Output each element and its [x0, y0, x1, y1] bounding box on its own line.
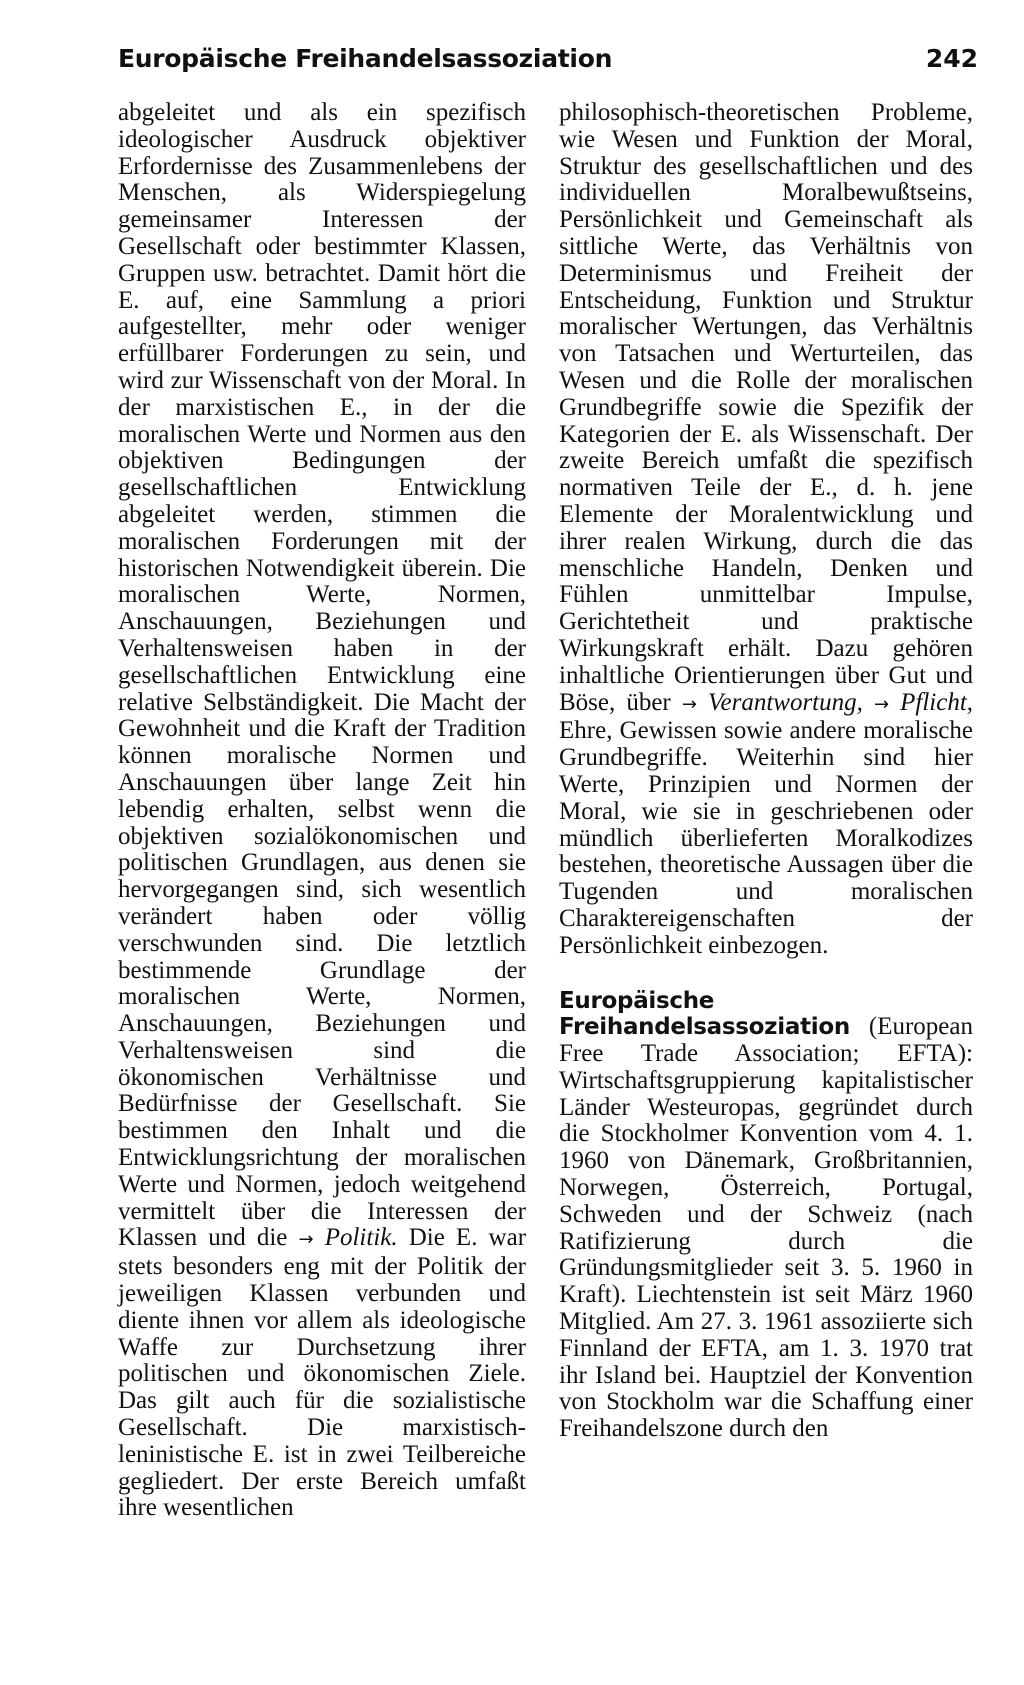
cross-reference-label: Pflicht,	[900, 688, 974, 716]
paragraph-text: abgeleitet und als ein spezifisch ideologischer Ausdruck objektiver Erfordernisse des Zusammenlebens der Menschen, als Widerspiegelung gemeinsamer Interessen der Gesellschaft oder bestimmter Klassen, Gruppen usw. betrachtet. Damit hört die E. auf, eine Sammlung a priori aufgestellter, mehr oder weniger erfüllbarer Forderungen zu sein, und wird zur Wissenschaft von der Moral. In der marxistischen E., in der die moralischen Werte und Normen aus den objektiven Bedingungen der gesellschaftlichen Entwicklung abgeleitet werden, stimmen die moralischen Forderungen mit der historischen Notwendigkeit überein. Die moralischen Werte, Normen, Anschauungen, Beziehungen und Verhaltensweisen haben in der gesellschaftlichen Entwicklung eine relative Selbständigkeit. Die Macht der Gewohnheit und die Kraft der Tradition können moralische Normen und Anschauungen über lange Zeit hin lebendig erhalten, selbst wenn die objektiven sozialökonomischen und politischen Grundlagen, aus denen sie hervorgegangen sind, sich wesentlich verändert haben oder völlig verschwunden sind. Die letztlich bestimmende Grundlage der moralischen Werte, Normen, Anschauungen, Beziehungen und Verhaltensweisen sind die ökonomischen Verhältnisse und Bedürfnisse der Gesellschaft. Sie bestimmen den Inhalt und die Entwicklungsrichtung der moralischen Werte und Normen, jedoch weitgehend vermittelt über die Interessen der Klassen und die	[118, 99, 526, 1252]
dictionary-entry	[559, 988, 973, 1444]
page-header	[118, 44, 978, 84]
entry-text: (European Free Trade Association; EFTA): Wirtschaftsgruppierung kapitalistischer Länder Westeuropas, gegründet durch die Stockholmer Konvention vom 4. 1. 1960 von Dänemark, Großbritannien, Norwegen, Österreich, Portugal, Schweden und der Schweiz (nach Ratifizierung durch die Gründungsmitglieder seit 3. 5. 1960 in Kraft). Liechtenstein ist seit März 1960 Mitglied. Am 27. 3. 1961 assoziierte sich Finnland der EFTA, am 1. 3. 1970 trat ihr Island bei. Hauptziel der Konvention von Stockholm war die Schaffung einer Freihandelszone durch den	[559, 1013, 973, 1443]
cross-reference-pflicht[interactable]	[874, 689, 973, 716]
arrow-icon: →	[298, 1229, 314, 1251]
paragraph-text: Die E. war stets besonders eng mit der Politik der jeweiligen Klassen verbunden und diente ihnen vor allem als ideologische Waffe zur Durchsetzung ihrer politischen und ökonomischen Ziele. Das gilt auch für die sozialistische Gesellschaft. Die marxistisch-leninistische E. ist in zwei Teilbereiche gegliedert. Der erste Bereich umfaßt ihre wesentlichen	[118, 1224, 527, 1522]
arrow-icon: →	[873, 693, 890, 715]
right-column	[559, 100, 973, 1443]
running-head-title: Europäische Freihandelsassoziation	[118, 44, 613, 73]
left-column	[118, 100, 526, 1522]
paragraph-text: Ehre, Gewissen sowie andere moralische Grundbegriffe. Weiterhin sind hier Werte, Prinzipien und Normen der Moral, wie sie in geschriebenen oder mündlich überlieferten Moralkodizes bestehen, theoretische Aussagen über die Tugenden und moralischen Charaktereigenschaften der Persönlichkeit einbezogen.	[559, 717, 973, 959]
cross-reference-label: Verantwortung,	[708, 688, 863, 716]
paragraph-continued	[559, 100, 973, 960]
paragraph-continued	[118, 100, 526, 1522]
cross-reference-verantwortung[interactable]	[682, 689, 863, 716]
cross-reference-label: Politik.	[324, 1224, 398, 1252]
cross-reference-politik[interactable]	[299, 1224, 398, 1251]
entry-lemma: Europäische Freihandelsassoziation	[559, 987, 850, 1041]
page-number: 242	[925, 44, 978, 73]
paragraph-text: philosophisch-theoretischen Probleme, wie Wesen und Funktion der Moral, Struktur des gesellschaftlichen und des individuellen Moralbewußtseins, Persönlichkeit und Gemeinschaft als sittliche Werte, das Verhältnis von Determinismus und Freiheit der Entscheidung, Funktion und Struktur moralischer Wertungen, das Verhältnis von Tatsachen und Werturteilen, das Wesen und die Rolle der moralischen Grundbegriffe sowie die Spezifik der Kategorien der E. als Wissenschaft. Der zweite Bereich umfaßt die spezifisch normativen Teile der E., d. h. jene Elemente der Moralentwicklung und ihrer realen Wirkung, durch die das menschliche Handeln, Denken und Fühlen unmittelbar Impulse, Gerichtetheit und praktische Wirkungskraft erhält. Dazu gehören inhaltliche Orientierungen über Gut und Böse, über	[559, 99, 973, 716]
arrow-icon: →	[681, 693, 697, 715]
